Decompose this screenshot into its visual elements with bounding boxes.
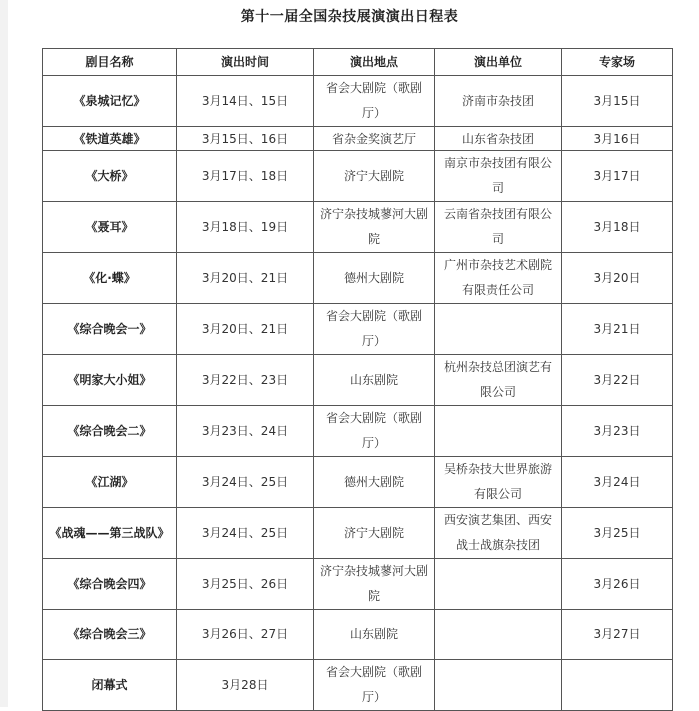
performing-unit: 山东省杂技团 bbox=[435, 127, 562, 151]
show-time: 3月17日、18日 bbox=[177, 151, 314, 202]
program-name: 闭幕式 bbox=[43, 660, 177, 711]
venue: 省杂金奖演艺厅 bbox=[314, 127, 435, 151]
expert-session: 3月27日 bbox=[562, 610, 673, 660]
page-title: 第十一届全国杂技展演演出日程表 bbox=[240, 9, 459, 25]
header-performing-unit: 演出单位 bbox=[435, 49, 562, 76]
venue: 省会大剧院（歌剧厅） bbox=[314, 76, 435, 127]
expert-session: 3月21日 bbox=[562, 304, 673, 355]
performing-unit bbox=[435, 406, 562, 457]
venue: 济宁大剧院 bbox=[314, 151, 435, 202]
performing-unit bbox=[435, 559, 562, 610]
program-name: 《综合晚会三》 bbox=[43, 610, 177, 660]
performing-unit: 南京市杂技团有限公司 bbox=[435, 151, 562, 202]
performing-unit: 吴桥杂技大世界旅游有限公司 bbox=[435, 457, 562, 508]
performing-unit: 西安演艺集团、西安战士战旗杂技团 bbox=[435, 508, 562, 559]
performing-unit bbox=[435, 610, 562, 660]
table-row bbox=[43, 76, 673, 127]
expert-session: 3月18日 bbox=[562, 202, 673, 253]
table-row bbox=[43, 406, 673, 457]
show-time: 3月20日、21日 bbox=[177, 253, 314, 304]
table-row bbox=[43, 253, 673, 304]
header-expert-session: 专家场 bbox=[562, 49, 673, 76]
table-row bbox=[43, 304, 673, 355]
venue: 济宁大剧院 bbox=[314, 508, 435, 559]
performing-unit: 云南省杂技团有限公司 bbox=[435, 202, 562, 253]
schedule-table bbox=[42, 48, 673, 711]
table-row bbox=[43, 610, 673, 660]
program-name: 《化·蝶》 bbox=[43, 253, 177, 304]
performing-unit bbox=[435, 304, 562, 355]
header-venue: 演出地点 bbox=[314, 49, 435, 76]
expert-session: 3月26日 bbox=[562, 559, 673, 610]
expert-session bbox=[562, 660, 673, 711]
show-time: 3月28日 bbox=[177, 660, 314, 711]
venue: 省会大剧院（歌剧厅） bbox=[314, 660, 435, 711]
performing-unit bbox=[435, 660, 562, 711]
table-row bbox=[43, 127, 673, 151]
program-name: 《综合晚会四》 bbox=[43, 559, 177, 610]
expert-session: 3月24日 bbox=[562, 457, 673, 508]
left-margin-bar bbox=[0, 0, 8, 707]
venue: 省会大剧院（歌剧厅） bbox=[314, 304, 435, 355]
venue: 德州大剧院 bbox=[314, 457, 435, 508]
performing-unit: 杭州杂技总团演艺有限公司 bbox=[435, 355, 562, 406]
venue: 济宁杂技城蓼河大剧院 bbox=[314, 202, 435, 253]
show-time: 3月26日、27日 bbox=[177, 610, 314, 660]
show-time: 3月20日、21日 bbox=[177, 304, 314, 355]
table-row bbox=[43, 202, 673, 253]
program-name: 《战魂——第三战队》 bbox=[43, 508, 177, 559]
show-time: 3月24日、25日 bbox=[177, 457, 314, 508]
show-time: 3月18日、19日 bbox=[177, 202, 314, 253]
program-name: 《铁道英雄》 bbox=[43, 127, 177, 151]
table-row bbox=[43, 457, 673, 508]
venue: 济宁杂技城蓼河大剧院 bbox=[314, 559, 435, 610]
program-name: 《江湖》 bbox=[43, 457, 177, 508]
expert-session: 3月22日 bbox=[562, 355, 673, 406]
program-name: 《聂耳》 bbox=[43, 202, 177, 253]
performing-unit: 广州市杂技艺术剧院有限责任公司 bbox=[435, 253, 562, 304]
show-time: 3月22日、23日 bbox=[177, 355, 314, 406]
expert-session: 3月20日 bbox=[562, 253, 673, 304]
header-program-name: 剧目名称 bbox=[43, 49, 177, 76]
table-row bbox=[43, 355, 673, 406]
expert-session: 3月16日 bbox=[562, 127, 673, 151]
expert-session: 3月15日 bbox=[562, 76, 673, 127]
show-time: 3月25日、26日 bbox=[177, 559, 314, 610]
header-show-time: 演出时间 bbox=[177, 49, 314, 76]
table-row bbox=[43, 151, 673, 202]
venue: 省会大剧院（歌剧厅） bbox=[314, 406, 435, 457]
table-row bbox=[43, 508, 673, 559]
expert-session: 3月23日 bbox=[562, 406, 673, 457]
performing-unit: 济南市杂技团 bbox=[435, 76, 562, 127]
show-time: 3月15日、16日 bbox=[177, 127, 314, 151]
program-name: 《综合晚会一》 bbox=[43, 304, 177, 355]
show-time: 3月23日、24日 bbox=[177, 406, 314, 457]
program-name: 《综合晚会二》 bbox=[43, 406, 177, 457]
venue: 山东剧院 bbox=[314, 355, 435, 406]
program-name: 《泉城记忆》 bbox=[43, 76, 177, 127]
table-row bbox=[43, 559, 673, 610]
venue: 山东剧院 bbox=[314, 610, 435, 660]
show-time: 3月14日、15日 bbox=[177, 76, 314, 127]
show-time: 3月24日、25日 bbox=[177, 508, 314, 559]
table-row bbox=[43, 660, 673, 711]
expert-session: 3月25日 bbox=[562, 508, 673, 559]
expert-session: 3月17日 bbox=[562, 151, 673, 202]
table-header-row bbox=[43, 49, 673, 76]
program-name: 《大桥》 bbox=[43, 151, 177, 202]
program-name: 《明家大小姐》 bbox=[43, 355, 177, 406]
venue: 德州大剧院 bbox=[314, 253, 435, 304]
